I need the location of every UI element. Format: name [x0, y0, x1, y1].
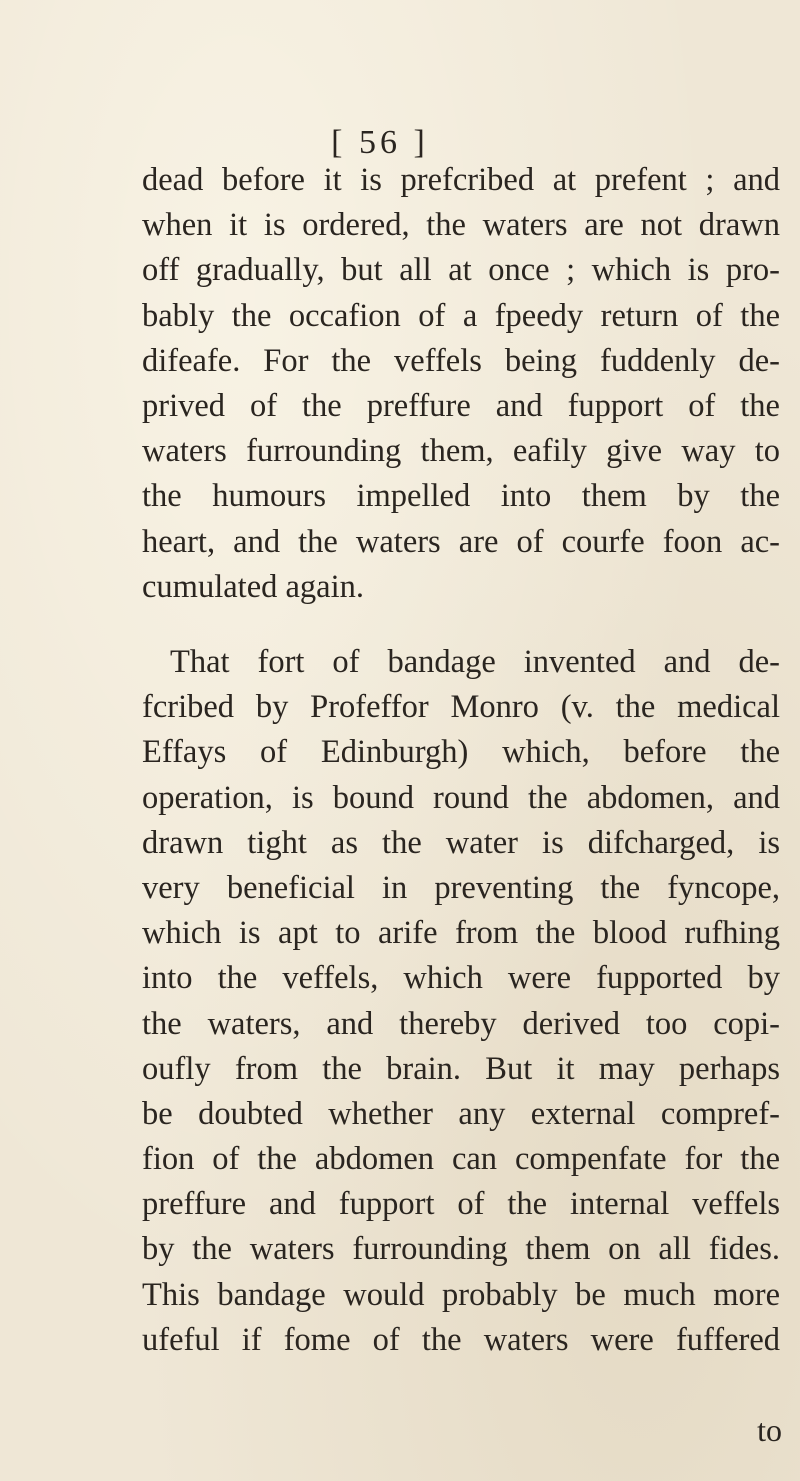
text-line: difeafe. For the veffels being fuddenly de- — [142, 342, 780, 379]
text-line: bably the occafion of a fpeedy return of the — [142, 297, 780, 334]
text-line: prived of the preffure and fupport of the — [142, 387, 780, 424]
text-line: waters furrounding them, eafily give way to — [142, 433, 780, 470]
text-line: dead before it is prefcribed at prefent ; and — [142, 162, 780, 198]
text-line: cumulated again. — [142, 568, 364, 605]
text-line: fcribed by Profeffor Monro (v. the medical — [142, 689, 780, 726]
text-line: ufeful if fome of the waters were fuffered — [142, 1321, 780, 1358]
text-line: preffure and fupport of the internal veffels — [142, 1186, 780, 1223]
text-line: This bandage would probably be much more — [142, 1276, 780, 1313]
text-line: oufly from the brain. But it may perhaps — [142, 1050, 780, 1087]
page-number: [ 56 ] — [331, 124, 429, 161]
text-line: the humours impelled into them by the — [142, 478, 780, 515]
text-line: fion of the abdomen can compenfate for the — [142, 1141, 780, 1178]
text-line: by the waters furrounding them on all fides. — [142, 1231, 780, 1268]
text-line: That fort of bandage invented and de- — [170, 644, 780, 680]
text-line: the waters, and thereby derived too copi- — [142, 1005, 780, 1042]
text-line: drawn tight as the water is difcharged, is — [142, 824, 780, 861]
text-line: which is apt to arife from the blood rufhing — [142, 915, 780, 952]
text-line: when it is ordered, the waters are not drawn — [142, 207, 780, 244]
text-line: operation, is bound round the abdomen, and — [142, 779, 780, 816]
paragraph-1 — [142, 158, 780, 610]
text-line: be doubted whether any external compref- — [142, 1095, 780, 1132]
catchword: to — [757, 1412, 782, 1448]
text-line: into the veffels, which were fupported by — [142, 960, 780, 997]
text-line: off gradually, but all at once ; which is pro- — [142, 252, 780, 289]
paragraph-2 — [142, 640, 780, 1363]
text-line: heart, and the waters are of courfe foon ac- — [142, 523, 780, 560]
text-line: Effays of Edinburgh) which, before the — [142, 734, 780, 771]
text-line: very beneficial in preventing the fyncope, — [142, 869, 780, 906]
